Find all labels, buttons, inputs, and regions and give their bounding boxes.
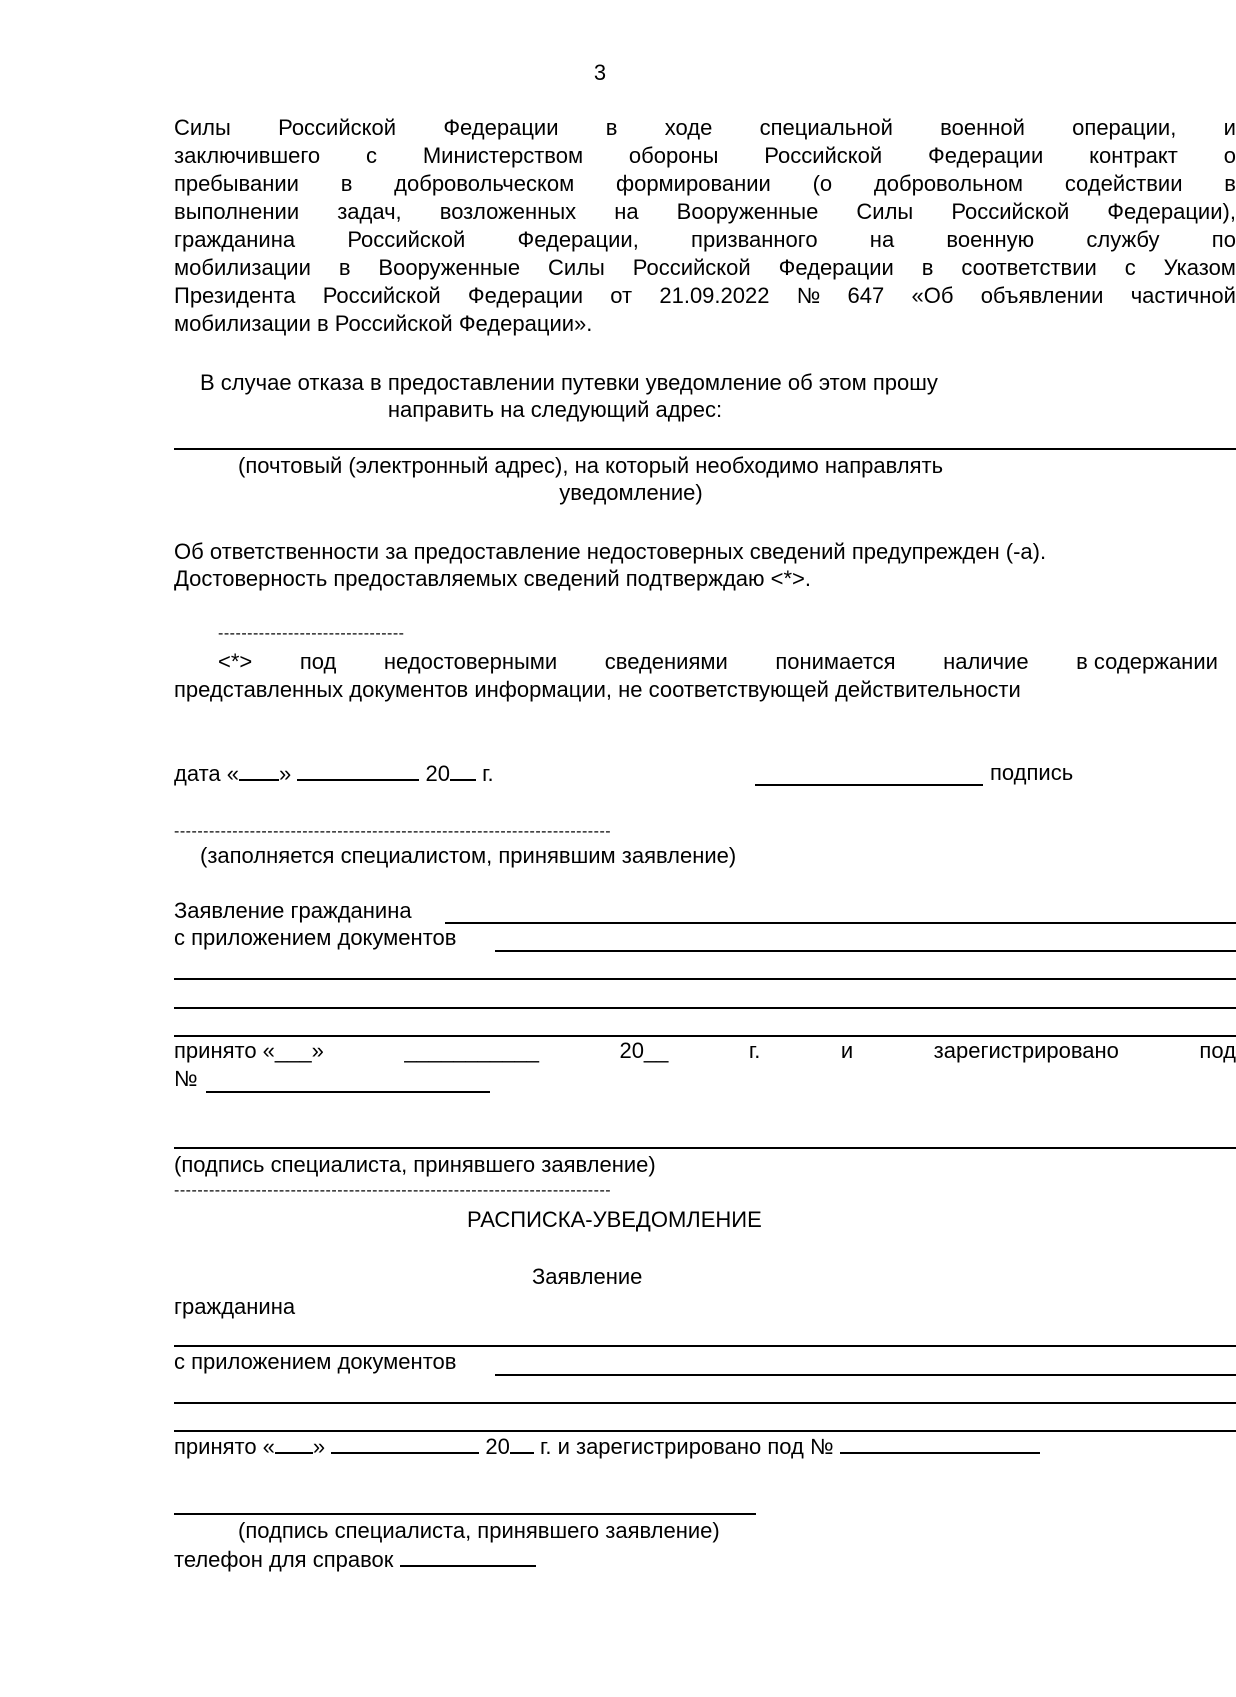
footnote-word: наличие: [943, 649, 1029, 674]
paragraph-word: Российской: [632, 255, 751, 280]
paragraph-word: объявлении: [980, 283, 1104, 308]
paragraph-word: Федерации: [778, 255, 894, 280]
accepted-word: г.: [748, 1038, 761, 1063]
refusal-text-line1: В случае отказа в предоставлении путевки уведомление об этом прошу: [200, 370, 938, 395]
accepted-word: принято «___»: [174, 1038, 324, 1063]
paragraph-line: [174, 282, 1236, 310]
paragraph-last-line: мобилизации в Российской Федерации».: [174, 311, 593, 336]
receipt-attachments-field-line[interactable]: [495, 1374, 1236, 1376]
specialist-signature-line[interactable]: [174, 1147, 1236, 1149]
receipt-accepted-row: [174, 1432, 1040, 1461]
paragraph-word: в: [340, 171, 353, 196]
page-number: 3: [593, 60, 607, 85]
footnote-line2: представленных документов информации, не соответствующей действительности: [174, 677, 1021, 702]
accepted-word: зарегистрировано: [933, 1038, 1119, 1063]
receipt-phone-label: телефон для справок: [174, 1547, 394, 1572]
footnote-line1: [218, 648, 1218, 676]
paragraph-word: Указом: [1163, 255, 1236, 280]
paragraph-word: Российской: [764, 143, 883, 168]
paragraph-word: контракт: [1089, 143, 1178, 168]
paragraph-word: призванного: [691, 227, 818, 252]
footnote-word: недостоверными: [383, 649, 558, 674]
paragraph-word: Вооруженные: [378, 255, 521, 280]
paragraph-word: добровольном: [873, 171, 1024, 196]
paragraph-word: Вооруженные: [676, 199, 819, 224]
paragraph-word: операции,: [1072, 115, 1177, 140]
footnote-separator: --------------------------------: [218, 625, 405, 642]
attachments-field-line-2[interactable]: [174, 978, 1236, 980]
paragraph-word: заключившего: [174, 143, 321, 168]
specialist-note: (заполняется специалистом, принявшим заявление): [200, 843, 737, 868]
date-label: дата «: [174, 761, 240, 786]
date-day-field[interactable]: [239, 759, 279, 781]
footnote-word: сведениями: [604, 649, 728, 674]
paragraph-word: 647: [847, 283, 885, 308]
paragraph-word: от: [610, 283, 633, 308]
paragraph-word: формировании: [615, 171, 771, 196]
paragraph-word: Федерации: [467, 283, 584, 308]
number-label: №: [174, 1066, 198, 1091]
paragraph-line: [174, 142, 1236, 170]
date-quote-close: »: [279, 761, 292, 786]
paragraph-word: (о: [812, 171, 833, 196]
receipt-citizen-field-line[interactable]: [174, 1345, 1236, 1347]
signature-field-line[interactable]: [755, 784, 983, 786]
paragraph-word: о: [1223, 143, 1236, 168]
paragraph-word: Силы: [856, 199, 914, 224]
accepted-word: под: [1199, 1038, 1236, 1063]
paragraph-word: в: [921, 255, 934, 280]
receipt-signature-line[interactable]: [174, 1513, 756, 1515]
attachments-label: с приложением документов: [174, 925, 457, 950]
paragraph-word: по: [1211, 227, 1236, 252]
paragraph-word: ходе: [664, 115, 713, 140]
paragraph-word: в: [605, 115, 618, 140]
receipt-registered-label: г. и зарегистрировано под №: [533, 1434, 834, 1459]
paragraph-word: соответствии: [961, 255, 1097, 280]
paragraph-word: специальной: [759, 115, 893, 140]
date-year-suffix: г.: [476, 761, 494, 786]
paragraph-word: обороны: [628, 143, 719, 168]
paragraph-word: возложенных: [439, 199, 577, 224]
paragraph-word: в: [1224, 171, 1236, 196]
paragraph-word: Силы: [548, 255, 605, 280]
paragraph-word: Федерации: [928, 143, 1044, 168]
paragraph-word: на: [614, 199, 639, 224]
address-field-line[interactable]: [174, 448, 1236, 450]
paragraph-word: службу: [1086, 227, 1160, 252]
receipt-phone-field[interactable]: [400, 1545, 536, 1567]
paragraph-mobilization: [174, 114, 1236, 338]
paragraph-line: [174, 114, 1236, 142]
paragraph-word: в: [338, 255, 351, 280]
address-hint-line1: (почтовый (электронный адрес), на который необходимо направлять: [238, 453, 944, 478]
paragraph-word: военную: [946, 227, 1035, 252]
paragraph-word: гражданина: [174, 227, 296, 252]
paragraph-word: Федерации,: [517, 227, 639, 252]
receipt-title: РАСПИСКА-УВЕДОМЛЕНИЕ: [467, 1207, 762, 1232]
paragraph-word: Российской: [951, 199, 1070, 224]
footnote-word: понимается: [775, 649, 896, 674]
receipt-signature-hint: (подпись специалиста, принявшего заявление): [238, 1518, 720, 1543]
paragraph-word: военной: [940, 115, 1025, 140]
paragraph-word: Министерством: [422, 143, 584, 168]
date-year-field[interactable]: [450, 759, 476, 781]
paragraph-word: пребывании: [174, 171, 299, 196]
paragraph-word: выполнении: [174, 199, 300, 224]
responsibility-line2: Достоверность предоставляемых сведений подтверждаю <*>.: [174, 566, 812, 591]
receipt-year-field[interactable]: [510, 1432, 534, 1454]
registration-number-field[interactable]: [206, 1091, 490, 1093]
accepted-word: 20__: [619, 1038, 669, 1063]
paragraph-word: «Об: [911, 283, 954, 308]
date-year-prefix: 20: [425, 761, 450, 786]
accepted-word: и: [840, 1038, 854, 1063]
receipt-year-prefix: 20: [485, 1434, 510, 1459]
paragraph-word: содействии: [1064, 171, 1183, 196]
paragraph-line: [174, 226, 1236, 254]
paragraph-word: 21.09.2022: [659, 283, 770, 308]
receipt-subtitle: Заявление: [532, 1264, 643, 1289]
application-field-line[interactable]: [445, 922, 1236, 924]
address-hint-line2: уведомление): [559, 480, 703, 505]
accepted-registered-line: [174, 1037, 1236, 1065]
paragraph-word: Федерации),: [1107, 199, 1236, 224]
paragraph-word: мобилизации: [174, 255, 311, 280]
date-month-field[interactable]: [297, 759, 419, 781]
refusal-text-line2: направить на следующий адрес:: [387, 397, 723, 422]
paragraph-word: добровольческом: [394, 171, 575, 196]
application-label: Заявление гражданина: [174, 898, 412, 923]
footnote-word: <*>: [218, 649, 253, 674]
paragraph-word: Президента: [174, 283, 296, 308]
paragraph-word: Российской: [347, 227, 466, 252]
paragraph-word: с: [1124, 255, 1136, 280]
date-row: [174, 759, 494, 788]
specialist-separator-2: ---------------------------------------------------------------------------: [174, 1182, 612, 1199]
receipt-day-field[interactable]: [275, 1432, 313, 1454]
receipt-quote-close: »: [312, 1434, 326, 1459]
paragraph-word: Силы: [174, 115, 231, 140]
receipt-citizen-label: гражданина: [174, 1294, 296, 1319]
paragraph-word: с: [366, 143, 377, 168]
receipt-accepted-label: принято «: [174, 1434, 275, 1459]
paragraph-word: частичной: [1130, 283, 1236, 308]
attachments-field-line[interactable]: [495, 950, 1236, 952]
footnote-word: под: [299, 649, 337, 674]
footnote-word: в содержании: [1076, 649, 1218, 674]
paragraph-line: [174, 170, 1236, 198]
specialist-signature-hint: (подпись специалиста, принявшего заявление): [174, 1152, 656, 1177]
paragraph-word: на: [869, 227, 895, 252]
responsibility-line1: Об ответственности за предоставление недостоверных сведений предупрежден (-а).: [174, 539, 1047, 564]
paragraph-word: Федерации: [443, 115, 559, 140]
receipt-phone-row: [174, 1545, 536, 1574]
attachments-field-line-3[interactable]: [174, 1007, 1236, 1009]
paragraph-line: [174, 198, 1236, 226]
paragraph-word: и: [1223, 115, 1236, 140]
receipt-month-field[interactable]: [331, 1432, 479, 1454]
paragraph-line: [174, 254, 1236, 282]
receipt-attachments-field-line-2[interactable]: [174, 1402, 1236, 1404]
signature-label: подпись: [990, 760, 1074, 785]
paragraph-word: Российской: [278, 115, 397, 140]
paragraph-word: Российской: [322, 283, 441, 308]
paragraph-word: №: [796, 283, 821, 308]
receipt-registration-number-field[interactable]: [840, 1432, 1040, 1454]
specialist-separator: ---------------------------------------------------------------------------: [174, 823, 612, 840]
receipt-attachments-label: с приложением документов: [174, 1349, 457, 1374]
paragraph-word: задач,: [337, 199, 402, 224]
accepted-word: ___________: [404, 1038, 539, 1063]
